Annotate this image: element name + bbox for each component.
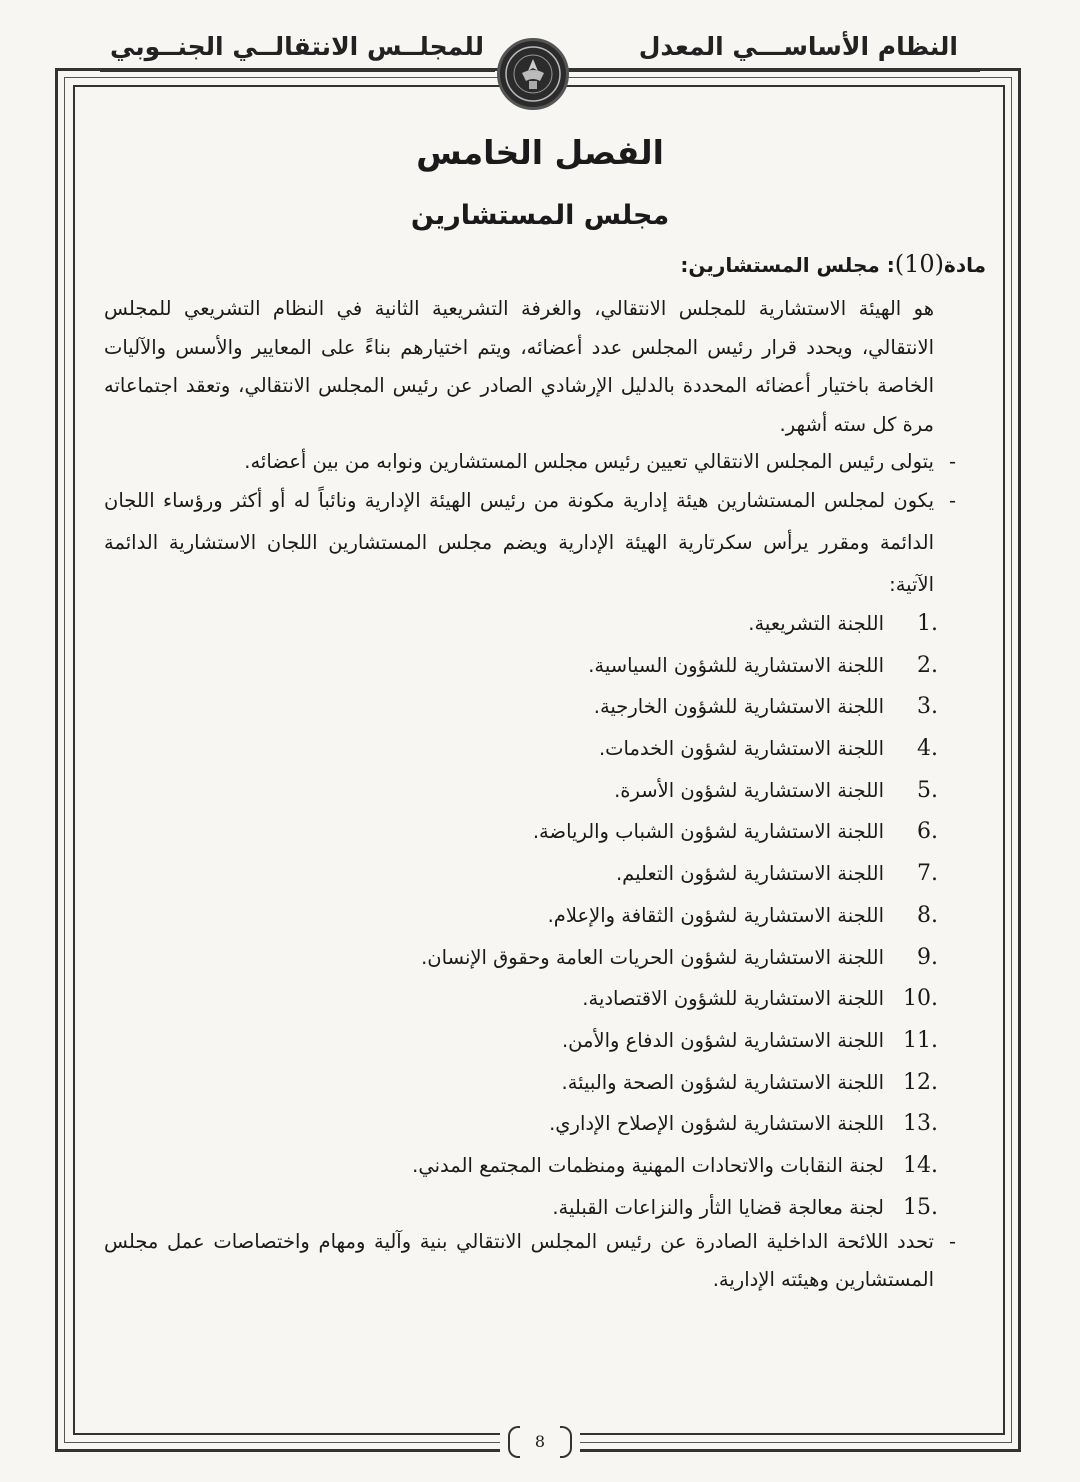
committee-item <box>104 728 938 770</box>
committee-number: 14. <box>903 1152 938 1178</box>
committee-name: اللجنة الاستشارية لشؤون الدفاع والأمن. <box>561 1028 884 1052</box>
committee-number: 5. <box>917 777 938 803</box>
bullet-text: يتولى رئيس المجلس الانتقالي تعيين رئيس مجلس المستشارين ونوابه من بين أعضائه. <box>244 450 934 473</box>
section-title: مجلس المستشارين <box>410 200 670 231</box>
committee-number: 3. <box>917 694 938 720</box>
committee-item <box>104 603 938 645</box>
committee-name: اللجنة الاستشارية للشؤون الخارجية. <box>593 695 884 719</box>
article-label: مادة <box>944 253 986 277</box>
article-paragraph: هو الهيئة الاستشارية للمجلس الانتقالي، والغرفة التشريعية الثانية في النظام التشريعي للمجلس الانتقالي، ويحدد قرار رئيس المجلس عدد أعضائه، ويتم اختيارهم بناءً على المعايير والأسس والآليات الخاصة باختيار أعضائه المحددة بالدليل الإرشادي الصادر عن رئيس المجلس الانتقالي، وتعقد اجتماعاته مرة كل سته أشهر. <box>104 297 934 436</box>
article-number: (10) <box>894 250 945 278</box>
committee-number: 7. <box>917 861 938 887</box>
committee-number: 2. <box>917 652 938 678</box>
chapter-title: الفصل الخامس <box>416 133 664 172</box>
committee-name: اللجنة الاستشارية لشؤون التعليم. <box>615 862 884 886</box>
committee-number: 10. <box>903 986 938 1012</box>
committee-item <box>104 937 938 979</box>
committee-item <box>104 1020 938 1062</box>
committee-name: اللجنة الاستشارية للشؤون السياسية. <box>588 653 884 677</box>
committee-item <box>104 645 938 687</box>
header-organization-name: للمجلــس الانتقالــي الجنــوبي <box>110 32 484 61</box>
bullet-dash: - <box>948 489 956 512</box>
committee-number: 15. <box>903 1194 938 1220</box>
committee-name: لجنة النقابات والاتحادات المهنية ومنظمات المجتمع المدني. <box>412 1153 884 1177</box>
article-bullet-2 <box>104 480 956 606</box>
article-heading <box>680 250 986 278</box>
page-number: 8 <box>534 1431 546 1451</box>
committee-item <box>104 1062 938 1104</box>
committee-name: اللجنة الاستشارية لشؤون الأسرة. <box>614 778 884 802</box>
article-title: : مجلس المستشارين: <box>680 253 895 277</box>
committee-number: 1. <box>917 611 938 636</box>
committee-number: 6. <box>917 819 938 845</box>
committee-name: اللجنة الاستشارية لشؤون الخدمات. <box>598 737 884 761</box>
committee-number: 12. <box>903 1069 938 1095</box>
bullet-dash: - <box>948 450 956 473</box>
header-document-title: النظام الأساســـي المعدل <box>638 32 958 61</box>
committee-name: اللجنة الاستشارية لشؤون الثقافة والإعلام. <box>547 903 884 927</box>
committee-item <box>104 978 938 1020</box>
committee-name: اللجنة الاستشارية لشؤون الحريات العامة وحقوق الإنسان. <box>421 945 884 969</box>
committee-name: اللجنة التشريعية. <box>748 612 884 635</box>
committee-item <box>104 853 938 895</box>
committee-item <box>104 1145 938 1187</box>
committee-item <box>104 686 938 728</box>
committee-item <box>104 811 938 853</box>
committee-name: اللجنة الاستشارية لشؤون الشباب والرياضة. <box>532 820 884 844</box>
committee-number: 4. <box>917 736 938 762</box>
committee-name: اللجنة الاستشارية لشؤون الإصلاح الإداري. <box>549 1112 884 1136</box>
committee-number: 13. <box>903 1111 938 1137</box>
page-number-badge <box>500 1424 580 1458</box>
article-bullet-1 <box>104 443 956 481</box>
bullet-dash: - <box>948 1230 956 1253</box>
committee-list <box>104 603 938 1228</box>
committee-name: لجنة معالجة قضايا الثأر والنزاعات القبلية. <box>552 1195 884 1219</box>
organization-emblem-icon <box>497 38 569 110</box>
committee-name: اللجنة الاستشارية لشؤون الصحة والبيئة. <box>561 1070 884 1094</box>
committee-number: 9. <box>917 944 938 970</box>
committee-item <box>104 1103 938 1145</box>
committee-name: اللجنة الاستشارية للشؤون الاقتصادية. <box>582 987 884 1011</box>
bullet-text: تحدد اللائحة الداخلية الصادرة عن رئيس المجلس الانتقالي بنية وآلية ومهام واختصاصات عمل مجلس المستشارين وهيئته الإدارية. <box>104 1230 934 1291</box>
committee-number: 11. <box>903 1027 938 1053</box>
committee-item <box>104 770 938 812</box>
committee-number: 8. <box>917 902 938 928</box>
article-bullet-3 <box>104 1223 956 1299</box>
committee-item <box>104 895 938 937</box>
bullet-text: يكون لمجلس المستشارين هيئة إدارية مكونة من رئيس الهيئة الإدارية ونائباً له أو أكثر ورؤساء اللجان الدائمة ومقرر يرأس سكرتارية الهيئة الإدارية ويضم مجلس المستشارين اللجان الاستشارية الدائمة الآتية: <box>104 489 934 596</box>
